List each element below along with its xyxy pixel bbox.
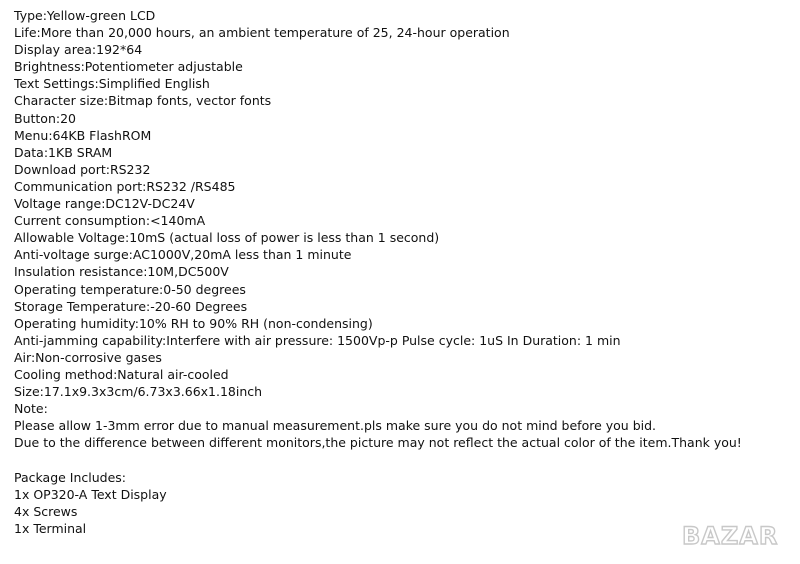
spec-line-menu: Menu:64KB FlashROM [14,127,152,143]
spec-line-operating-humidity: Operating humidity:10% RH to 90% RH (non-condensing) [14,315,373,331]
note-line-color: Due to the difference between different monitors,the picture may not reflect the actual color of the item.Thank you! [14,435,742,451]
spec-line-character-size: Character size:Bitmap fonts, vector fonts [14,93,272,109]
package-heading: Package Includes: [14,469,127,485]
package-section [14,469,794,537]
spec-line-text-settings: Text Settings:Simplified English [14,76,210,92]
spec-line-anti-jamming: Anti-jamming capability:Interfere with air pressure: 1500Vp-p Pulse cycle: 1uS In Duration: 1 min [14,332,621,348]
spec-line-current-consumption: Current consumption:<140mA [14,213,206,229]
note-line-measurement: Please allow 1-3mm error due to manual measurement.pls make sure you do not mind before you bid. [14,418,657,434]
spec-line-size: Size:17.1x9.3x3cm/6.73x3.66x1.18inch [14,384,263,400]
spec-line-type: Type:Yellow-green LCD [14,8,156,23]
product-spec-document [14,7,794,537]
spec-line-allowable-voltage: Allowable Voltage:10mS (actual loss of power is less than 1 second) [14,230,440,246]
package-item-screws: 4x Screws [14,503,78,519]
spec-line-cooling-method: Cooling method:Natural air-cooled [14,366,229,382]
spec-line-life: Life:More than 20,000 hours, an ambient temperature of 25, 24-hour operation [14,25,510,41]
spec-line-operating-temperature: Operating temperature:0-50 degrees [14,281,246,297]
spec-line-button: Button:20 [14,110,76,126]
blank-spacer [14,451,794,468]
spec-line-anti-voltage-surge: Anti-voltage surge:AC1000V,20mA less than 1 minute [14,247,352,263]
note-section [14,400,794,451]
spec-line-insulation-resistance: Insulation resistance:10M,DC500V [14,264,229,280]
spec-list [14,7,794,400]
package-item-display: 1x OP320-A Text Display [14,486,167,502]
spec-line-storage-temperature: Storage Temperature:-20-60 Degrees [14,298,248,314]
spec-line-data: Data:1KB SRAM [14,144,113,160]
spec-line-download-port: Download port:RS232 [14,161,151,177]
spec-line-air: Air:Non-corrosive gases [14,349,162,365]
svg-text:BAZAR: BAZAR [682,522,779,550]
spec-line-display-area: Display area:192*64 [14,42,143,58]
package-item-terminal: 1x Terminal [14,520,87,536]
bazar-watermark-logo [680,514,790,554]
spec-line-voltage-range: Voltage range:DC12V-DC24V [14,196,195,212]
spec-line-communication-port: Communication port:RS232 /RS485 [14,178,236,194]
spec-line-brightness: Brightness:Potentiometer adjustable [14,59,243,75]
note-heading: Note: [14,401,48,417]
